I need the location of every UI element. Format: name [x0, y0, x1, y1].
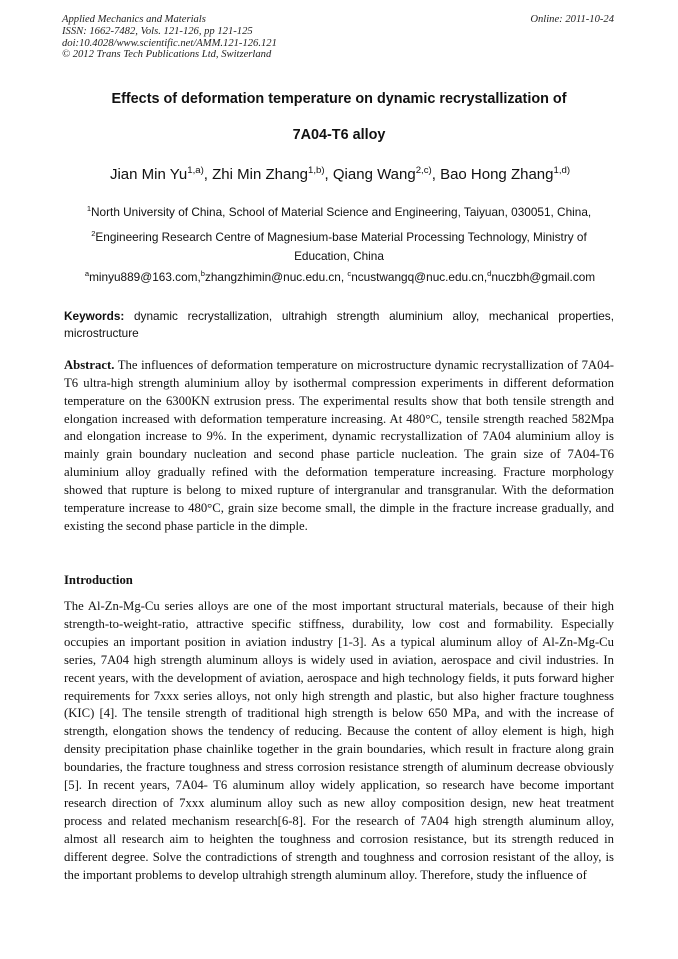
keywords-paragraph: [64, 308, 614, 342]
journal-name: Applied Mechanics and Materials: [62, 14, 206, 25]
author-name: Zhi Min Zhang: [212, 166, 308, 183]
author-emails: [40, 270, 640, 284]
affiliation-text: Engineering Research Centre of Magnesium-base Material Processing Technology, Ministry of Education, China: [95, 230, 587, 263]
journal-copyright: © 2012 Trans Tech Publications Ltd, Switzerland: [62, 49, 272, 61]
email-mark: a: [84, 269, 90, 279]
author-affiliation-mark: 2,c): [415, 165, 432, 176]
journal-doi[interactable]: doi:10.4028/www.scientific.net/AMM.121-126.121: [62, 37, 277, 49]
author-affiliation-mark: 1,d): [553, 165, 571, 176]
email-mark: c: [347, 269, 352, 279]
paper-title-line-2: 7A04-T6 alloy: [292, 127, 386, 143]
author-separator: ,: [203, 166, 213, 183]
email-link[interactable]: minyu889@163.com,: [89, 270, 201, 284]
author-name: Bao Hong Zhang: [440, 166, 554, 183]
email-link[interactable]: zhangzhimin@nuc.edu.cn,: [204, 270, 345, 284]
introduction-heading: Introduction: [64, 573, 133, 587]
keywords-text: dynamic recrystallization, ultrahigh strength aluminium alloy, mechanical properties, microstructure: [64, 309, 614, 340]
email-mark: b: [200, 269, 205, 279]
introduction-paragraph: The Al-Zn-Mg-Cu series alloys are one of the most important structural materials, because of their high strength-to-weight-ratio, attractive specific stiffness, durability, low cost and formability. Especially occupies an important position in aviation industry [1-3]. As a typical aluminum alloy of Al-Zn-Mg-Cu series, 7A04 high strength aluminum alloys is widely used in aviation, aerospace and civil industries. In recent years, with the development of aviation, aerospace and high technology fields, it puts forward higher requirements for 7xxx series alloys, not only high strength and plastic, but also higher fracture toughness (KIC) [4]. The tensile strength of traditional high strength is below 650 MPa, and with the increase of strength, elongation shows the tendency of reducing. Because the content of alloy element is high, high density precipitation phase chainlike together in the grain boundaries, which result in fracture along grain boundaries, the fracture toughness and stress corrosion resistance strength of aluminum decrease obviously [5]. In recent years, 7A04- T6 aluminum alloy widely application, so research have become important research direction of 7xxx aluminum alloy such as new alloy composition design, new heat treatment process and related mechanism research[6-8]. For the research of 7A04 high strength aluminum alloy, almost all research aim to heighten the toughness and corrosion resistance, but its strength reduced in different degree. Solve the contradictions of strength and toughness and corrosion resistant of the alloy, is the important problems to develop ultrahigh strength aluminum alloy. Therefore, study the influence of: [64, 599, 614, 882]
email-link[interactable]: nuczbh@gmail.com: [491, 270, 596, 284]
online-date: Online: 2011-10-24: [530, 14, 614, 25]
keywords-label: Keywords:: [64, 309, 125, 323]
author-list: [40, 166, 640, 183]
author-separator: ,: [324, 166, 333, 183]
abstract-label: Abstract.: [64, 358, 115, 372]
author-name: Qiang Wang: [332, 166, 416, 183]
email-mark: d: [487, 269, 492, 279]
affiliation-text: North University of China, School of Material Science and Engineering, Taiyuan, 030051, China,: [91, 205, 592, 219]
author-name: Jian Min Yu: [109, 166, 188, 183]
affiliation-mark: 1: [86, 204, 92, 214]
author-affiliation-mark: 1,b): [308, 165, 325, 176]
affiliation-mark: 2: [91, 229, 96, 239]
author-affiliation-mark: 1,a): [187, 165, 204, 176]
abstract-text: The influences of deformation temperature on microstructure dynamic recrystallization of 7A04-T6 ultra-high strength aluminium alloy by isothermal compression experiments in different deformation temperature on the 6300KN extrusion press. The experimental results show that both tensile strength and elongation increased with deformation temperature increasing. At 480°C, tensile strength reached 582Mpa and elongation increase to 9%. In the experiment, dynamic recrystallization of 7A04 aluminium alloy is mainly grain boundary nucleation and second phase particle nucleation. The grain size of 7A04-T6 aluminium alloy gradually refined with the deformation temperature increasing. Fracture morphology showed that rupture is belong to mixed rupture of intergranular and transgranular. With the deformation temperature increase to 480°C, grain size become small, the dimple in the fracture increase gradually, and existing the second phase particle in the dimple.: [64, 358, 614, 533]
affiliation-1: [62, 203, 616, 222]
abstract-paragraph: [64, 357, 614, 535]
paper-title-line-1: Effects of deformation temperature on dynamic recrystallization of: [111, 91, 567, 107]
author-separator: ,: [431, 166, 441, 183]
affiliation-2: [62, 228, 616, 266]
journal-issn: ISSN: 1662-7482, Vols. 121-126, pp 121-125: [62, 25, 253, 37]
journal-header: [62, 14, 277, 61]
email-link[interactable]: ncustwangq@nuc.edu.cn,: [351, 270, 488, 284]
